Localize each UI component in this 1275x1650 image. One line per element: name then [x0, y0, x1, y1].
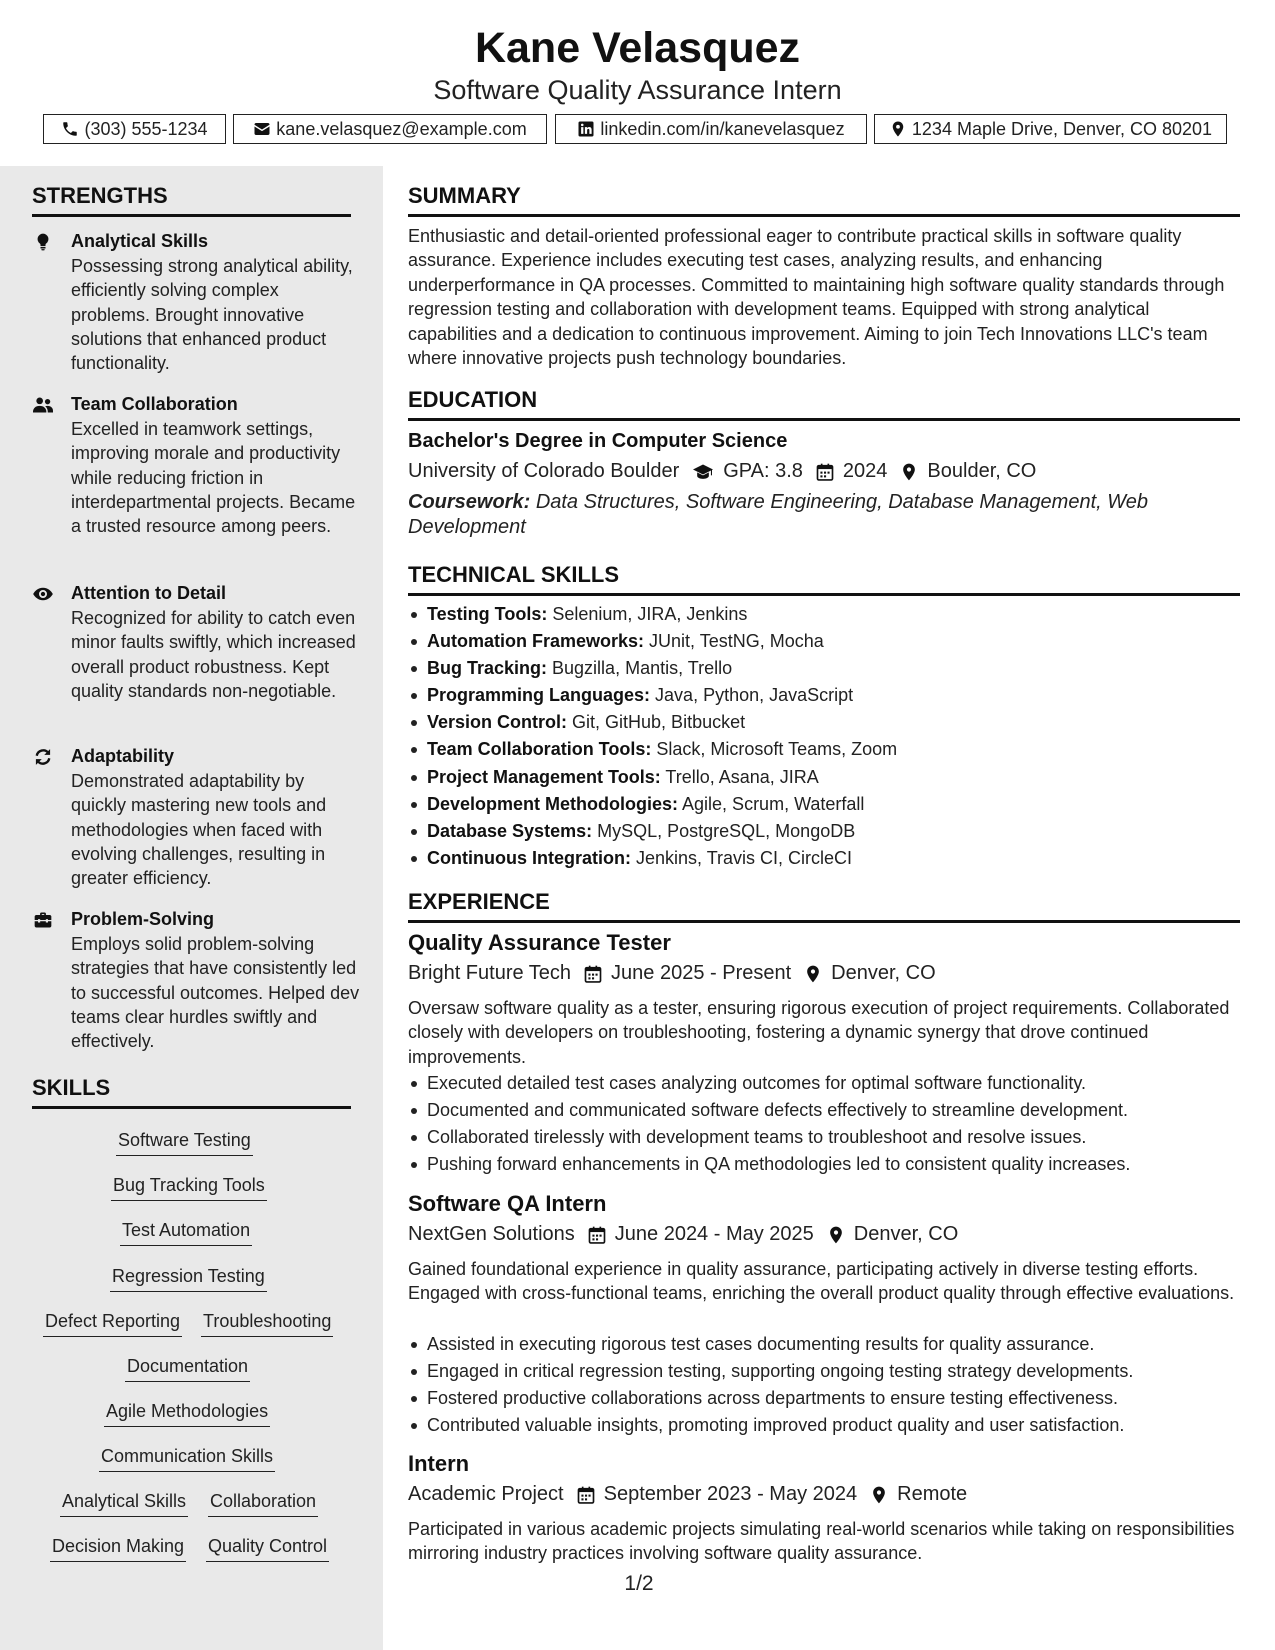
skill-tag: Decision Making [50, 1534, 186, 1562]
education-meta [408, 458, 1036, 485]
strength-title: Team Collaboration [71, 394, 238, 414]
resume-header [0, 0, 1275, 165]
strength-title: Analytical Skills [71, 231, 209, 251]
summary-text: Enthusiastic and detail-oriented professional eager to contribute practical skills in software quality assurance. Experience includes executing test cases, analyzing results, and enhancing underperformance in QA processes. Committed to maintaining high software quality standards through regression testing and collaboration with development teams. Equipped with strong analytical capabilities and a dedication to continuous improvement. Aiming to join Tech Innovations LLC's team where innovative projects push technology boundaries. [408, 226, 1225, 369]
contact-linkedin[interactable] [555, 114, 867, 144]
strengths-heading: STRENGTHS [32, 182, 351, 217]
list-item [408, 628, 1240, 655]
gpa-text: GPA: 3.8 [723, 460, 803, 482]
skill-values: Slack, Microsoft Teams, Zoom [656, 739, 898, 760]
strength-description: Demonstrated adaptability by quickly mastering new tools and methodologies when faced with evolving challenges, resulting in greater efficiency. [71, 771, 327, 889]
map-pin-icon [803, 964, 823, 984]
strength-description: Possessing strong analytical ability, efficiently solving complex problems. Brought innovative solutions that enhanced product functionality. [71, 256, 353, 374]
list-item [408, 764, 1240, 791]
school-location: Boulder, CO [927, 460, 1037, 482]
list-item: Assisted in executing rigorous test cases documenting results for quality assurance. [408, 1331, 1240, 1358]
lightbulb-icon [32, 232, 56, 254]
coursework [408, 490, 1240, 539]
strength-title: Problem-Solving [71, 909, 215, 929]
skills-heading: SKILLS [32, 1074, 351, 1109]
skill-values: Java, Python, JavaScript [655, 685, 854, 706]
graduation-cap-icon [691, 462, 715, 482]
job-location: Remote [897, 1483, 968, 1505]
list-item [408, 682, 1240, 709]
job-location: Denver, CO [831, 962, 936, 984]
calendar-icon [576, 1485, 596, 1505]
skill-category: Project Management Tools: [427, 766, 661, 787]
list-item [408, 791, 1240, 818]
job-title: Intern [408, 1451, 470, 1476]
job-description: Participated in various academic projects simulating real-world scenarios while taking on responsibilities mirroring industry practices involving software quality assurance. [408, 1519, 1235, 1564]
left-sidebar [0, 166, 383, 1650]
skill-category: Version Control: [427, 712, 568, 733]
phone-text: (303) 555-1234 [84, 118, 208, 139]
list-item: Collaborated tirelessly with development teams to troubleshoot and resolve issues. [408, 1124, 1240, 1151]
skill-tag: Test Automation [120, 1218, 252, 1246]
linkedin-icon [577, 120, 595, 138]
summary-heading: SUMMARY [408, 182, 1240, 217]
envelope-icon [253, 120, 271, 138]
skill-values: Agile, Scrum, Waterfall [682, 793, 865, 814]
job-meta [408, 960, 936, 987]
skill-category: Database Systems: [427, 820, 593, 841]
strength-description: Excelled in teamwork settings, improving morale and productivity while reducing friction in interdepartmental projects. Became a trusted resource among peers. [71, 419, 356, 537]
list-item: Executed detailed test cases analyzing outcomes for optimal software functionality. [408, 1070, 1240, 1097]
skill-category: Testing Tools: [427, 604, 548, 624]
list-item [408, 845, 1240, 872]
contact-address [874, 114, 1227, 144]
skill-values: JUnit, TestNG, Mocha [649, 631, 824, 652]
map-pin-icon [889, 120, 907, 138]
job-description: Gained foundational experience in quality assurance, participating actively in diverse testing efforts. Engaged with cross-functional teams, enriching the overall product quality through effective evaluations. [408, 1259, 1235, 1304]
job-title: Quality Assurance Tester [408, 930, 671, 955]
job-dates: September 2023 - May 2024 [603, 1483, 858, 1505]
company-name: Academic Project [408, 1483, 564, 1505]
sync-icon [32, 747, 56, 769]
job-dates: June 2024 - May 2025 [614, 1223, 814, 1245]
skill-tag: Agile Methodologies [104, 1399, 270, 1427]
list-item [408, 736, 1240, 763]
strength-title: Adaptability [71, 746, 175, 766]
list-item [408, 655, 1240, 682]
skill-values: Bugzilla, Mantis, Trello [552, 658, 733, 679]
skill-values: MySQL, PostgreSQL, MongoDB [597, 820, 856, 841]
skill-tag: Software Testing [116, 1128, 253, 1156]
list-item [408, 709, 1240, 736]
contact-phone[interactable] [43, 114, 226, 144]
list-item [408, 601, 1240, 628]
skill-tag: Analytical Skills [60, 1489, 188, 1517]
address-text: 1234 Maple Drive, Denver, CO 80201 [911, 118, 1213, 139]
job-meta [408, 1221, 958, 1248]
candidate-name: Kane Velasquez [474, 24, 801, 72]
coursework-label: Coursework: [408, 491, 531, 513]
skill-tag: Collaboration [208, 1489, 318, 1517]
skill-values: Jenkins, Travis CI, CircleCI [635, 847, 853, 868]
skill-tag: Bug Tracking Tools [111, 1173, 267, 1201]
skill-category: Automation Frameworks: [427, 631, 645, 652]
email-text: kane.velasquez@example.com [276, 118, 527, 139]
toolbox-icon [32, 910, 56, 932]
list-item: Pushing forward enhancements in QA methodologies led to consistent quality increases. [408, 1151, 1240, 1178]
linkedin-text: linkedin.com/in/kanevelasquez [600, 118, 845, 139]
strength-title: Attention to Detail [71, 583, 226, 603]
technical-skills-list [408, 601, 1240, 872]
school-name: University of Colorado Boulder [408, 460, 680, 482]
candidate-role: Software Quality Assurance Intern [433, 75, 842, 105]
job-location: Denver, CO [853, 1223, 959, 1245]
contact-bar [0, 114, 1275, 144]
list-item: Documented and communicated software defects effectively to streamline development. [408, 1097, 1240, 1124]
skill-tag: Documentation [125, 1354, 250, 1382]
list-item: Contributed valuable insights, promoting improved product quality and user satisfaction. [408, 1412, 1240, 1439]
map-pin-icon [826, 1225, 846, 1245]
skill-tag: Defect Reporting [43, 1309, 182, 1337]
skill-values: Selenium, JIRA, Jenkins [552, 604, 748, 624]
job-meta [408, 1481, 967, 1508]
phone-icon [61, 120, 79, 138]
education-heading: EDUCATION [408, 386, 1240, 421]
job-description: Oversaw software quality as a tester, ensuring rigorous execution of project requirements. Collaborated closely with developers on troubleshooting, fostering a dynamic synergy that drove continued improvements. [408, 998, 1230, 1067]
calendar-icon [815, 462, 835, 482]
skill-tag: Communication Skills [99, 1444, 275, 1472]
list-item [408, 818, 1240, 845]
eye-icon [32, 584, 56, 606]
job-bullets [408, 1070, 1240, 1178]
list-item: Fostered productive collaborations across departments to ensure testing effectiveness. [408, 1385, 1240, 1412]
calendar-icon [587, 1225, 607, 1245]
map-pin-icon [869, 1485, 889, 1505]
skill-category: Programming Languages: [427, 685, 651, 706]
strength-description: Recognized for ability to catch even minor faults swiftly, which increased overall product robustness. Kept quality standards non-negotiable. [71, 608, 356, 701]
skill-values: Git, GitHub, Bitbucket [572, 712, 746, 733]
contact-email[interactable] [233, 114, 547, 144]
calendar-icon [583, 964, 603, 984]
skill-values: Trello, Asana, JIRA [665, 766, 819, 787]
skill-tag: Regression Testing [110, 1264, 267, 1292]
graduation-year: 2024 [842, 460, 888, 482]
skill-category: Bug Tracking: [427, 658, 548, 679]
job-dates: June 2025 - Present [611, 962, 792, 984]
company-name: NextGen Solutions [408, 1223, 575, 1245]
map-pin-icon [899, 462, 919, 482]
coursework-list: Data Structures, Software Engineering, Database Management, Web Development [408, 491, 1148, 538]
company-name: Bright Future Tech [408, 962, 572, 984]
technical-skills-heading: TECHNICAL SKILLS [408, 561, 1240, 596]
list-item: Engaged in critical regression testing, supporting ongoing testing strategy developments. [408, 1358, 1240, 1385]
job-bullets [408, 1331, 1240, 1439]
degree-name: Bachelor's Degree in Computer Science [408, 430, 788, 452]
job-title: Software QA Intern [408, 1191, 607, 1216]
skill-category: Continuous Integration: [427, 847, 631, 868]
skill-category: Team Collaboration Tools: [427, 739, 652, 760]
skill-category: Development Methodologies: [427, 793, 679, 814]
users-icon [32, 395, 56, 417]
experience-heading: EXPERIENCE [408, 888, 1240, 923]
skill-tag: Quality Control [206, 1534, 329, 1562]
strength-description: Employs solid problem-solving strategies that have consistently led to successful outcomes. Helped dev teams clear hurdles swiftly and effectively. [71, 934, 360, 1052]
page-number: 1/2 [624, 1572, 654, 1595]
skill-tag: Troubleshooting [201, 1309, 333, 1337]
